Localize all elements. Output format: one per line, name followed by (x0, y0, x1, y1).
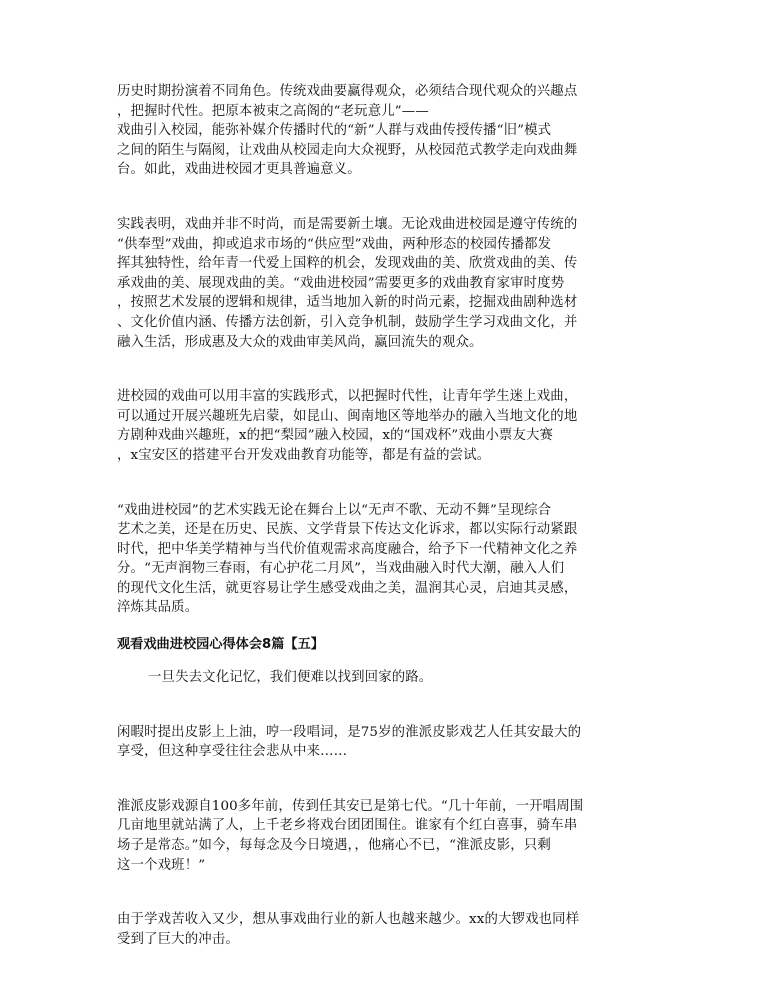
text-line: 享受，但这种享受往往会悲从中来…… (117, 744, 348, 760)
text-line: 实践表明，戏曲并非不时尚，而是需要新土壤。无论戏曲进校园是遵守传统的 (117, 216, 578, 232)
text-line: 承戏曲的美、展现戏曲的美。“戏曲进校园”需要更多的戏曲教育家审时度势 (117, 275, 565, 291)
text-line: ，把握时代性。把原本被束之高阁的“老玩意儿”—— (117, 103, 429, 119)
text-line: 台。如此，戏曲进校园才更具普遍意义。 (117, 162, 361, 178)
paragraph-7 (117, 910, 657, 949)
paragraph-6 (117, 797, 657, 875)
paragraph-5 (117, 723, 657, 762)
text-line: ，按照艺术发展的逻辑和规律，适当地加入新的时尚元素，挖掘戏曲剧种选材 (117, 295, 578, 311)
text-line: 进校园的戏曲可以用丰富的实践形式，以把握时代性，让青年学生迷上戏曲， (117, 389, 578, 405)
text-line: 几亩地里就站满了人，上千老乡将戏台团团围住。谁家有个红白喜事，骑车串 (117, 818, 578, 834)
text-line: 、文化价值内涵、传播方法创新，引入竞争机制，鼓励学生学习戏曲文化，并 (117, 314, 578, 330)
text-line: “戏曲进校园”的艺术实践无论在舞台上以“无声不歌、无动不舞”呈现综合 (117, 502, 552, 518)
section-heading: 观看戏曲进校园心得体会8篇【五】 (117, 637, 324, 653)
paragraph-4 (117, 501, 657, 619)
text-line: 时代，把中华美学精神与当代价值观需求高度融合，给予下一代精神文化之养 (117, 541, 578, 557)
text-line: 场子是常态。”如今，每每念及今日境遇，，他痛心不已，“淮派皮影，只剩 (117, 838, 551, 854)
text-line: 这一个戏班！” (117, 857, 206, 873)
paragraph-1 (117, 82, 657, 180)
text-line: 的现代文化生活，就更容易让学生感受戏曲之美，温润其心灵，启迪其灵感， (117, 580, 578, 596)
text-line: 戏曲引入校园，能弥补媒介传播时代的“新”人群与戏曲传授传播“旧”模式 (117, 123, 552, 139)
text-line: 可以通过开展兴趣班先启蒙，如昆山、闽南地区等地举办的融入当地文化的地 (117, 408, 578, 424)
text-line: 方剧种戏曲兴趣班，x的把“梨园”融入校园，x的“国戏杯”戏曲小票友大赛 (117, 428, 554, 444)
text-line: 历史时期扮演着不同角色。传统戏曲要赢得观众，必须结合现代观众的兴趣点 (117, 84, 578, 99)
text-line: “供奉型”戏曲，抑或追求市场的“供应型”戏曲，两种形态的校园传播都发 (117, 236, 552, 252)
text-line: ，x宝安区的搭建平台开发戏曲教育功能等，都是有益的尝试。 (117, 447, 491, 463)
text-line: 闲暇时提出皮影上上油，哼一段唱词，是75岁的淮派皮影戏艺人任其安最大的 (117, 724, 582, 740)
text-line: 淮派皮影戏源自100多年前，传到任其安已是第七代。“几十年前，一开唱周围 (117, 798, 584, 814)
text-line: 由于学戏苦收入又少，想从事戏曲行业的新人也越来越少。xx的大锣戏也同样 (117, 912, 580, 928)
text-line: 之间的陌生与隔阂，让戏曲从校园走向大众视野，从校园范式教学走向戏曲舞 (117, 142, 578, 158)
paragraph-3 (117, 387, 657, 465)
text-line: 融入生活，形成惠及大众的戏曲审美风尚，赢回流失的观众。 (117, 334, 483, 350)
paragraph-2 (117, 215, 657, 352)
text-line: 受到了巨大的冲击。 (117, 931, 239, 947)
text-line: 艺术之美，还是在历史、民族、文学背景下传达文化诉求，都以实际行动紧跟 (117, 522, 578, 538)
text-line: 分。“无声润物三春雨，有心护花二月风”，当戏曲融入时代大潮，融入人们 (117, 561, 565, 577)
text-line: 挥其独特性，给年青一代爱上国粹的机会，发现戏曲的美、欣赏戏曲的美、传 (117, 256, 578, 272)
intro-line: 一旦失去文化记忆，我们便难以找到回家的路。 (148, 670, 433, 686)
document-page (117, 82, 657, 949)
text-line: 淬炼其品质。 (117, 600, 199, 616)
